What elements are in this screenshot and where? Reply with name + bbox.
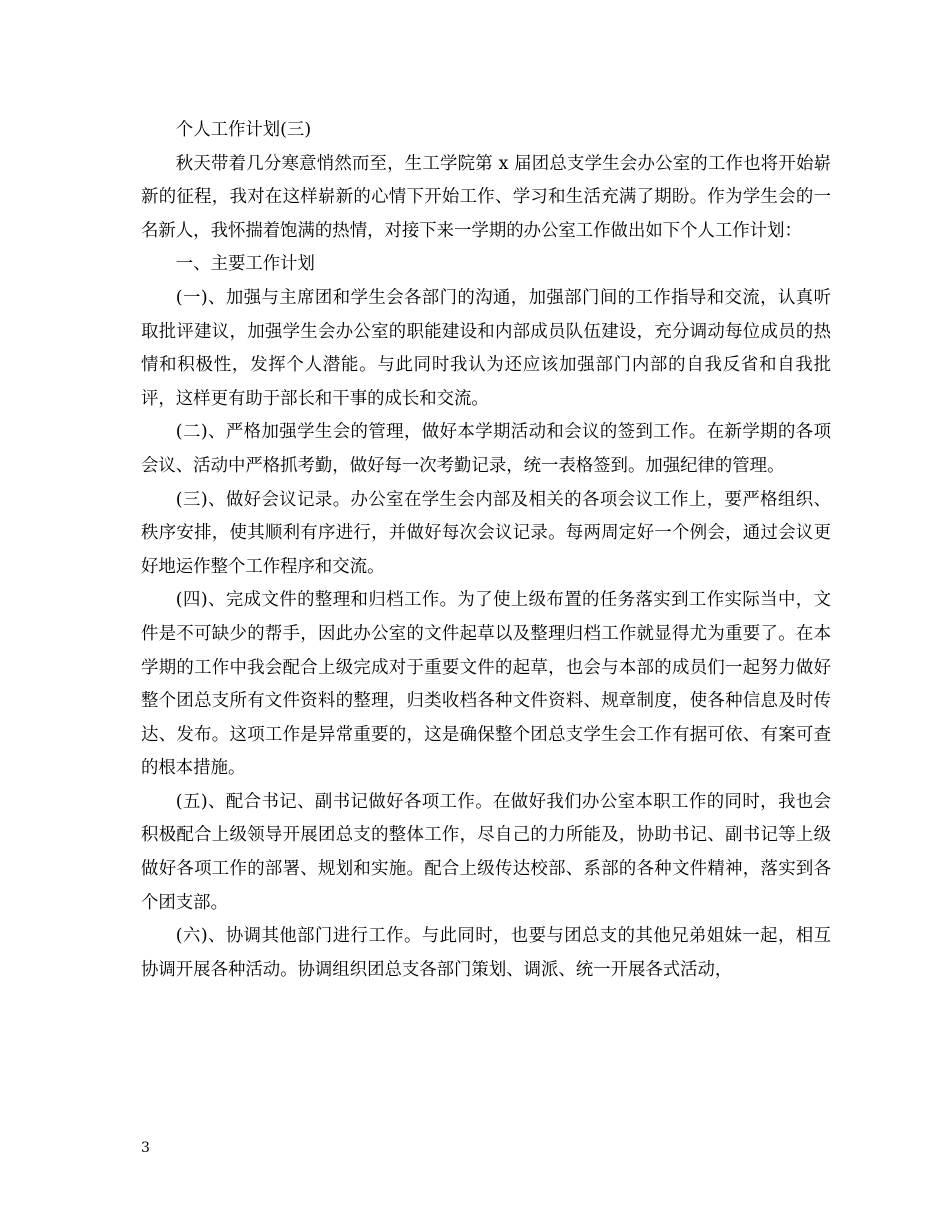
document-title: 个人工作计划(三) xyxy=(175,120,312,140)
intro-paragraph: 秋天带着几分寒意悄然而至，生工学院第 x 届团总支学生会办公室的工作也将开始崭新的征程，我对在这样崭新的心情下开始工作、学习和生活充满了期盼。作为学生会的一名新人，我怀揣着饱满的热情，对接下来一学期的办公室工作做出如下个人工作计划： xyxy=(141,153,831,241)
plan-item-1: (一)、加强与主席团和学生会各部门的沟通，加强部门间的工作指导和交流，认真听取批评建议，加强学生会办公室的职能建设和内部成员队伍建设，充分调动每位成员的热情和积极性，发挥个人潜能。与此同时我认为还应该加强部门内部的自我反省和自我批评，这样更有助于部长和干事的成长和交流。 xyxy=(141,287,831,409)
document-body xyxy=(141,114,831,987)
plan-item-4: (四)、完成文件的整理和归档工作。为了使上级布置的任务落实到工作实际当中，文件是不可缺少的帮手，因此办公室的文件起草以及整理归档工作就显得尤为重要了。在本学期的工作中我会配合上级完成对于重要文件的起草，也会与本部的成员们一起努力做好整个团总支所有文件资料的整理，归类收档各种文件资料、规章制度，使各种信息及时传达、发布。这项工作是异常重要的，这是确保整个团总支学生会工作有据可依、有案可查的根本措施。 xyxy=(141,590,831,779)
plan-item-3: (三)、做好会议记录。办公室在学生会内部及相关的各项会议工作上，要严格组织、秩序安排，使其顺利有序进行，并做好每次会议记录。每两周定好一个例会，通过会议更好地运作整个工作程序和交流。 xyxy=(141,489,831,577)
plan-item-5: (五)、配合书记、副书记做好各项工作。在做好我们办公室本职工作的同时，我也会积极配合上级领导开展团总支的整体工作，尽自己的力所能及，协助书记、副书记等上级做好各项工作的部署、规划和实施。配合上级传达校部、系部的各种文件精神，落实到各个团支部。 xyxy=(141,791,831,913)
section-heading: 一、主要工作计划 xyxy=(175,254,315,275)
plan-item-6: (六)、协调其他部门进行工作。与此同时，也要与团总支的其他兄弟姐妹一起，相互协调开展各种活动。协调组织团总支各部门策划、调派、统一开展各式活动， xyxy=(141,926,831,980)
plan-item-2: (二)、严格加强学生会的管理，做好本学期活动和会议的签到工作。在新学期的各项会议、活动中严格抓考勤，做好每一次考勤记录，统一表格签到。加强纪律的管理。 xyxy=(141,422,831,476)
page-number: 3 xyxy=(141,1140,150,1156)
